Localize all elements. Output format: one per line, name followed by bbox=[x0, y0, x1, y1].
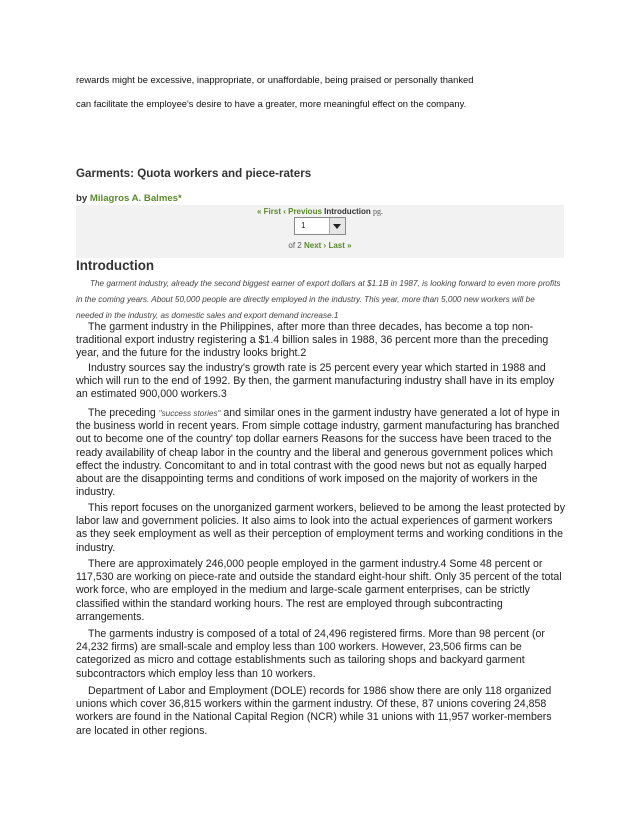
paragraph-5: There are approximately 246,000 people employed in the garment industry.4 Some 48 percent or 117,530 are working on piece-rate and outside the standard eight-hour shift. Only 35 percent of the total work force, who are employed in the medium and large-scale garment enterprises, can be strictly classified within the standard working hours. The rest are employed through subcontracting arrangements. bbox=[76, 558, 562, 623]
byline bbox=[76, 193, 182, 204]
current-page-title: Introduction bbox=[324, 207, 371, 216]
paragraph-3-quote: "success stories" bbox=[158, 409, 221, 418]
paragraph-7: Department of Labor and Employment (DOLE) records for 1986 show there are only 118 organized unions which cover 36,815 workers within the garment industry. Of these, 87 unions covering 24,858 workers are found in the National Capital Region (NCR) while 31 unions with 11,957 worker-members are located in other regions. bbox=[76, 685, 552, 737]
pager bbox=[76, 205, 564, 258]
page-label: pg. bbox=[373, 207, 384, 216]
paragraph-6: The garments industry is composed of a total of 24,496 registered firms. More than 98 percent (or 24,232 firms) are small-scale and employ less than 100 workers. However, 23,506 firms can be categorized as micro and cottage establishments such as tailoring shops and backyard garment subcontractors which employ less than 10 workers. bbox=[76, 628, 545, 680]
page-count: of 2 bbox=[288, 241, 302, 250]
article-title: Garments: Quota workers and piece-raters bbox=[76, 167, 312, 180]
last-page-link[interactable]: Last » bbox=[328, 241, 352, 250]
paragraph-1: The garment industry in the Philippines, after more than three decades, has become a top non-traditional export industry registering a $1.4 billion sales in 1988, 36 percent more than the preceding year, and the future for the industry looks bright.2 bbox=[76, 321, 549, 360]
pager-top-row bbox=[76, 207, 564, 216]
intro-line-2: can facilitate the employee's desire to have a greater, more meaningful effect on the company. bbox=[76, 98, 467, 109]
page-select[interactable] bbox=[294, 217, 346, 235]
lead-paragraph: The garment industry, already the second biggest earner of export dollars at $1.1B in 1987, is looking forward to even more profits in the coming years. About 50,000 people are directly employed in the industry. This year, more than 5,000 new workers will be needed in the industry, as domestic sales and export demand increase.1 bbox=[76, 279, 561, 320]
author-link[interactable]: Milagros A. Balmes* bbox=[89, 193, 182, 204]
paragraph-3 bbox=[76, 407, 566, 499]
paragraph-2: Industry sources say the industry's growth rate is 25 percent every year which started in 1988 and which will run to the end of 1992. By then, the garment manufacturing industry shall have in its employ an estimated 900,000 workers.3 bbox=[76, 362, 555, 401]
section-heading: Introduction bbox=[76, 258, 155, 273]
byline-prefix: by bbox=[76, 193, 88, 204]
page-select-button[interactable] bbox=[329, 218, 345, 234]
paragraph-3-start: The preceding bbox=[88, 407, 159, 419]
page-select-value: 1 bbox=[301, 221, 306, 230]
pager-bottom-row bbox=[76, 241, 564, 250]
previous-page-link[interactable]: ‹ Previous bbox=[283, 207, 322, 216]
intro-line-1: rewards might be excessive, inappropriate, or unaffordable, being praised or personally thanked bbox=[76, 74, 474, 85]
paragraph-4: This report focuses on the unorganized garment workers, believed to be among the least protected by labor law and government policies. It also aims to look into the actual experiences of garment workers as they seek employment as well as their perception of employment terms and working conditions in the industry. bbox=[76, 502, 565, 554]
chevron-down-icon bbox=[333, 224, 341, 229]
first-page-link[interactable]: « First bbox=[256, 207, 281, 216]
next-page-link[interactable]: Next › bbox=[303, 241, 327, 250]
paragraph-3-rest: and similar ones in the garment industry have generated a lot of hype in the business world in recent years. From simple cottage industry, garment manufacturing has branched out to become one of the country' top dollar earners Reasons for the success have been traced to the ready availability of cheap labor in the country and the liberal and generous government polices which effect the industry. Concomitant to and in total contrast with the good news but not as equally harped about are the disappointing terms and conditions of work imposed on the majority of workers in the industry. bbox=[76, 407, 560, 499]
